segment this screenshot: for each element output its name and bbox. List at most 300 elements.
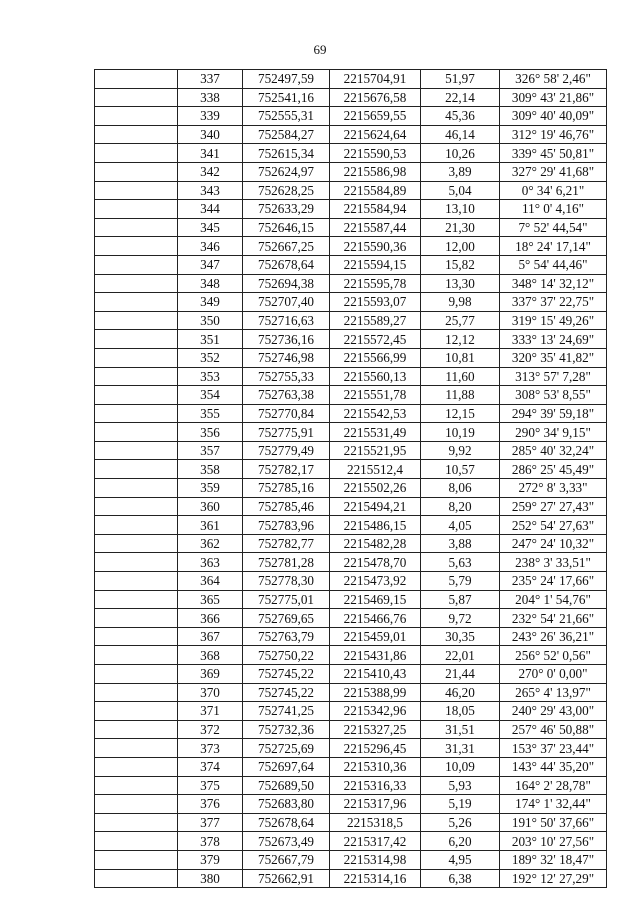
- table-row: [95, 590, 607, 609]
- table-row: [95, 627, 607, 646]
- x-coordinate-cell: 752750,22: [243, 646, 330, 665]
- distance-cell: 12,12: [421, 330, 500, 349]
- point-number-cell: 339: [178, 107, 243, 126]
- point-number-cell: 343: [178, 181, 243, 200]
- section-cell: [95, 293, 178, 312]
- section-cell: [95, 479, 178, 498]
- x-coordinate-cell: 752667,25: [243, 237, 330, 256]
- bearing-cell: 257° 46' 50,88": [500, 720, 607, 739]
- table-row: [95, 88, 607, 107]
- y-coordinate-cell: 2215342,96: [330, 702, 421, 721]
- point-number-cell: 338: [178, 88, 243, 107]
- table-row: [95, 200, 607, 219]
- bearing-cell: 192° 12' 27,29": [500, 869, 607, 888]
- distance-cell: 5,93: [421, 776, 500, 795]
- bearing-cell: 290° 34' 9,15": [500, 423, 607, 442]
- table-row: [95, 739, 607, 758]
- section-cell: [95, 739, 178, 758]
- point-number-cell: 349: [178, 293, 243, 312]
- distance-cell: 12,00: [421, 237, 500, 256]
- distance-cell: 12,15: [421, 404, 500, 423]
- y-coordinate-cell: 2215560,13: [330, 367, 421, 386]
- section-cell: [95, 850, 178, 869]
- bearing-cell: 256° 52' 0,56": [500, 646, 607, 665]
- table-row: [95, 70, 607, 89]
- distance-cell: 13,10: [421, 200, 500, 219]
- y-coordinate-cell: 2215521,95: [330, 441, 421, 460]
- bearing-cell: 5° 54' 44,46": [500, 255, 607, 274]
- table-row: [95, 162, 607, 181]
- x-coordinate-cell: 752745,22: [243, 665, 330, 684]
- distance-cell: 46,14: [421, 125, 500, 144]
- y-coordinate-cell: 2215486,15: [330, 516, 421, 535]
- x-coordinate-cell: 752769,65: [243, 609, 330, 628]
- bearing-cell: 327° 29' 41,68": [500, 162, 607, 181]
- bearing-cell: 240° 29' 43,00": [500, 702, 607, 721]
- y-coordinate-cell: 2215466,76: [330, 609, 421, 628]
- point-number-cell: 365: [178, 590, 243, 609]
- section-cell: [95, 200, 178, 219]
- x-coordinate-cell: 752678,64: [243, 813, 330, 832]
- distance-cell: 8,20: [421, 497, 500, 516]
- distance-cell: 5,63: [421, 553, 500, 572]
- y-coordinate-cell: 2215388,99: [330, 683, 421, 702]
- table-row: [95, 572, 607, 591]
- section-cell: [95, 88, 178, 107]
- table-row: [95, 386, 607, 405]
- point-number-cell: 361: [178, 516, 243, 535]
- table-row: [95, 107, 607, 126]
- y-coordinate-cell: 2215478,70: [330, 553, 421, 572]
- x-coordinate-cell: 752697,64: [243, 757, 330, 776]
- bearing-cell: 320° 35' 41,82": [500, 348, 607, 367]
- bearing-cell: 18° 24' 17,14": [500, 237, 607, 256]
- x-coordinate-cell: 752770,84: [243, 404, 330, 423]
- point-number-cell: 362: [178, 534, 243, 553]
- point-number-cell: 364: [178, 572, 243, 591]
- table-row: [95, 330, 607, 349]
- point-number-cell: 371: [178, 702, 243, 721]
- point-number-cell: 342: [178, 162, 243, 181]
- x-coordinate-cell: 752745,22: [243, 683, 330, 702]
- section-cell: [95, 516, 178, 535]
- section-cell: [95, 237, 178, 256]
- table-row: [95, 181, 607, 200]
- section-cell: [95, 869, 178, 888]
- bearing-cell: 232° 54' 21,66": [500, 609, 607, 628]
- x-coordinate-cell: 752683,80: [243, 795, 330, 814]
- distance-cell: 22,14: [421, 88, 500, 107]
- distance-cell: 5,79: [421, 572, 500, 591]
- x-coordinate-cell: 752646,15: [243, 218, 330, 237]
- y-coordinate-cell: 2215314,16: [330, 869, 421, 888]
- point-number-cell: 346: [178, 237, 243, 256]
- y-coordinate-cell: 2215431,86: [330, 646, 421, 665]
- y-coordinate-cell: 2215469,15: [330, 590, 421, 609]
- section-cell: [95, 757, 178, 776]
- distance-cell: 6,38: [421, 869, 500, 888]
- bearing-cell: 309° 40' 40,09": [500, 107, 607, 126]
- table-row: [95, 497, 607, 516]
- table-row: [95, 776, 607, 795]
- y-coordinate-cell: 2215502,26: [330, 479, 421, 498]
- y-coordinate-cell: 2215624,64: [330, 125, 421, 144]
- section-cell: [95, 553, 178, 572]
- y-coordinate-cell: 2215594,15: [330, 255, 421, 274]
- bearing-cell: 259° 27' 27,43": [500, 497, 607, 516]
- distance-cell: 31,31: [421, 739, 500, 758]
- distance-cell: 11,88: [421, 386, 500, 405]
- distance-cell: 9,72: [421, 609, 500, 628]
- bearing-cell: 247° 24' 10,32": [500, 534, 607, 553]
- distance-cell: 6,20: [421, 832, 500, 851]
- section-cell: [95, 348, 178, 367]
- section-cell: [95, 720, 178, 739]
- x-coordinate-cell: 752736,16: [243, 330, 330, 349]
- point-number-cell: 373: [178, 739, 243, 758]
- bearing-cell: 238° 3' 33,51": [500, 553, 607, 572]
- x-coordinate-cell: 752778,30: [243, 572, 330, 591]
- table-row: [95, 609, 607, 628]
- coordinates-table-body: [95, 70, 607, 888]
- point-number-cell: 372: [178, 720, 243, 739]
- table-row: [95, 237, 607, 256]
- y-coordinate-cell: 2215566,99: [330, 348, 421, 367]
- section-cell: [95, 590, 178, 609]
- bearing-cell: 235° 24' 17,66": [500, 572, 607, 591]
- section-cell: [95, 404, 178, 423]
- bearing-cell: 308° 53' 8,55": [500, 386, 607, 405]
- x-coordinate-cell: 752785,16: [243, 479, 330, 498]
- x-coordinate-cell: 752785,46: [243, 497, 330, 516]
- x-coordinate-cell: 752746,98: [243, 348, 330, 367]
- y-coordinate-cell: 2215459,01: [330, 627, 421, 646]
- point-number-cell: 366: [178, 609, 243, 628]
- distance-cell: 10,19: [421, 423, 500, 442]
- x-coordinate-cell: 752783,96: [243, 516, 330, 535]
- table-row: [95, 646, 607, 665]
- section-cell: [95, 423, 178, 442]
- distance-cell: 25,77: [421, 311, 500, 330]
- table-row: [95, 441, 607, 460]
- table-row: [95, 460, 607, 479]
- y-coordinate-cell: 2215542,53: [330, 404, 421, 423]
- distance-cell: 3,89: [421, 162, 500, 181]
- bearing-cell: 326° 58' 2,46": [500, 70, 607, 89]
- x-coordinate-cell: 752497,59: [243, 70, 330, 89]
- y-coordinate-cell: 2215593,07: [330, 293, 421, 312]
- bearing-cell: 270° 0' 0,00": [500, 665, 607, 684]
- table-row: [95, 832, 607, 851]
- bearing-cell: 252° 54' 27,63": [500, 516, 607, 535]
- point-number-cell: 374: [178, 757, 243, 776]
- x-coordinate-cell: 752541,16: [243, 88, 330, 107]
- bearing-cell: 265° 4' 13,97": [500, 683, 607, 702]
- section-cell: [95, 665, 178, 684]
- section-cell: [95, 107, 178, 126]
- section-cell: [95, 255, 178, 274]
- point-number-cell: 376: [178, 795, 243, 814]
- x-coordinate-cell: 752667,79: [243, 850, 330, 869]
- y-coordinate-cell: 2215482,28: [330, 534, 421, 553]
- page-number: 69: [313, 42, 327, 57]
- point-number-cell: 359: [178, 479, 243, 498]
- table-row: [95, 553, 607, 572]
- x-coordinate-cell: 752716,63: [243, 311, 330, 330]
- bearing-cell: 204° 1' 54,76": [500, 590, 607, 609]
- distance-cell: 5,19: [421, 795, 500, 814]
- distance-cell: 45,36: [421, 107, 500, 126]
- y-coordinate-cell: 2215659,55: [330, 107, 421, 126]
- section-cell: [95, 776, 178, 795]
- x-coordinate-cell: 752633,29: [243, 200, 330, 219]
- section-cell: [95, 311, 178, 330]
- x-coordinate-cell: 752725,69: [243, 739, 330, 758]
- section-cell: [95, 367, 178, 386]
- bearing-cell: 7° 52' 44,54": [500, 218, 607, 237]
- section-cell: [95, 441, 178, 460]
- x-coordinate-cell: 752624,97: [243, 162, 330, 181]
- x-coordinate-cell: 752732,36: [243, 720, 330, 739]
- y-coordinate-cell: 2215410,43: [330, 665, 421, 684]
- y-coordinate-cell: 2215676,58: [330, 88, 421, 107]
- y-coordinate-cell: 2215531,49: [330, 423, 421, 442]
- section-cell: [95, 534, 178, 553]
- section-cell: [95, 181, 178, 200]
- section-cell: [95, 218, 178, 237]
- bearing-cell: 189° 32' 18,47": [500, 850, 607, 869]
- distance-cell: 4,95: [421, 850, 500, 869]
- section-cell: [95, 70, 178, 89]
- section-cell: [95, 795, 178, 814]
- bearing-cell: 313° 57' 7,28": [500, 367, 607, 386]
- bearing-cell: 312° 19' 46,76": [500, 125, 607, 144]
- point-number-cell: 379: [178, 850, 243, 869]
- point-number-cell: 369: [178, 665, 243, 684]
- section-cell: [95, 609, 178, 628]
- distance-cell: 51,97: [421, 70, 500, 89]
- bearing-cell: 153° 37' 23,44": [500, 739, 607, 758]
- section-cell: [95, 162, 178, 181]
- distance-cell: 18,05: [421, 702, 500, 721]
- x-coordinate-cell: 752694,38: [243, 274, 330, 293]
- point-number-cell: 353: [178, 367, 243, 386]
- table-row: [95, 665, 607, 684]
- point-number-cell: 357: [178, 441, 243, 460]
- bearing-cell: 11° 0' 4,16": [500, 200, 607, 219]
- bearing-cell: 337° 37' 22,75": [500, 293, 607, 312]
- y-coordinate-cell: 2215584,89: [330, 181, 421, 200]
- distance-cell: 15,82: [421, 255, 500, 274]
- bearing-cell: 339° 45' 50,81": [500, 144, 607, 163]
- point-number-cell: 348: [178, 274, 243, 293]
- y-coordinate-cell: 2215296,45: [330, 739, 421, 758]
- distance-cell: 10,09: [421, 757, 500, 776]
- section-cell: [95, 330, 178, 349]
- point-number-cell: 355: [178, 404, 243, 423]
- x-coordinate-cell: 752775,01: [243, 590, 330, 609]
- distance-cell: 10,57: [421, 460, 500, 479]
- section-cell: [95, 144, 178, 163]
- x-coordinate-cell: 752678,64: [243, 255, 330, 274]
- table-row: [95, 757, 607, 776]
- table-row: [95, 813, 607, 832]
- point-number-cell: 345: [178, 218, 243, 237]
- distance-cell: 46,20: [421, 683, 500, 702]
- x-coordinate-cell: 752707,40: [243, 293, 330, 312]
- table-row: [95, 534, 607, 553]
- bearing-cell: 203° 10' 27,56": [500, 832, 607, 851]
- bearing-cell: 243° 26' 36,21": [500, 627, 607, 646]
- table-row: [95, 702, 607, 721]
- distance-cell: 9,92: [421, 441, 500, 460]
- distance-cell: 3,88: [421, 534, 500, 553]
- y-coordinate-cell: 2215586,98: [330, 162, 421, 181]
- distance-cell: 30,35: [421, 627, 500, 646]
- y-coordinate-cell: 2215584,94: [330, 200, 421, 219]
- bearing-cell: 319° 15' 49,26": [500, 311, 607, 330]
- table-row: [95, 218, 607, 237]
- point-number-cell: 337: [178, 70, 243, 89]
- x-coordinate-cell: 752763,79: [243, 627, 330, 646]
- y-coordinate-cell: 2215512,4: [330, 460, 421, 479]
- table-row: [95, 869, 607, 888]
- point-number-cell: 350: [178, 311, 243, 330]
- section-cell: [95, 572, 178, 591]
- bearing-cell: 348° 14' 32,12": [500, 274, 607, 293]
- x-coordinate-cell: 752755,33: [243, 367, 330, 386]
- y-coordinate-cell: 2215316,33: [330, 776, 421, 795]
- point-number-cell: 380: [178, 869, 243, 888]
- y-coordinate-cell: 2215590,36: [330, 237, 421, 256]
- bearing-cell: 191° 50' 37,66": [500, 813, 607, 832]
- x-coordinate-cell: 752741,25: [243, 702, 330, 721]
- table-row: [95, 367, 607, 386]
- section-cell: [95, 813, 178, 832]
- table-row: [95, 144, 607, 163]
- x-coordinate-cell: 752673,49: [243, 832, 330, 851]
- bearing-cell: 164° 2' 28,78": [500, 776, 607, 795]
- table-row: [95, 516, 607, 535]
- table-row: [95, 348, 607, 367]
- point-number-cell: 341: [178, 144, 243, 163]
- table-row: [95, 795, 607, 814]
- distance-cell: 5,87: [421, 590, 500, 609]
- y-coordinate-cell: 2215704,91: [330, 70, 421, 89]
- point-number-cell: 367: [178, 627, 243, 646]
- bearing-cell: 0° 34' 6,21": [500, 181, 607, 200]
- y-coordinate-cell: 2215327,25: [330, 720, 421, 739]
- bearing-cell: 272° 8' 3,33": [500, 479, 607, 498]
- point-number-cell: 347: [178, 255, 243, 274]
- table-row: [95, 404, 607, 423]
- x-coordinate-cell: 752763,38: [243, 386, 330, 405]
- y-coordinate-cell: 2215587,44: [330, 218, 421, 237]
- distance-cell: 11,60: [421, 367, 500, 386]
- section-cell: [95, 627, 178, 646]
- y-coordinate-cell: 2215572,45: [330, 330, 421, 349]
- point-number-cell: 363: [178, 553, 243, 572]
- table-row: [95, 274, 607, 293]
- table-row: [95, 255, 607, 274]
- y-coordinate-cell: 2215595,78: [330, 274, 421, 293]
- section-cell: [95, 646, 178, 665]
- distance-cell: 22,01: [421, 646, 500, 665]
- section-cell: [95, 683, 178, 702]
- distance-cell: 5,26: [421, 813, 500, 832]
- table-row: [95, 850, 607, 869]
- distance-cell: 9,98: [421, 293, 500, 312]
- point-number-cell: 340: [178, 125, 243, 144]
- bearing-cell: 294° 39' 59,18": [500, 404, 607, 423]
- bearing-cell: 285° 40' 32,24": [500, 441, 607, 460]
- bearing-cell: 309° 43' 21,86": [500, 88, 607, 107]
- distance-cell: 5,04: [421, 181, 500, 200]
- section-cell: [95, 497, 178, 516]
- point-number-cell: 352: [178, 348, 243, 367]
- x-coordinate-cell: 752782,77: [243, 534, 330, 553]
- x-coordinate-cell: 752782,17: [243, 460, 330, 479]
- distance-cell: 10,26: [421, 144, 500, 163]
- distance-cell: 13,30: [421, 274, 500, 293]
- x-coordinate-cell: 752689,50: [243, 776, 330, 795]
- y-coordinate-cell: 2215314,98: [330, 850, 421, 869]
- y-coordinate-cell: 2215473,92: [330, 572, 421, 591]
- distance-cell: 21,44: [421, 665, 500, 684]
- section-cell: [95, 460, 178, 479]
- table-row: [95, 720, 607, 739]
- x-coordinate-cell: 752662,91: [243, 869, 330, 888]
- point-number-cell: 344: [178, 200, 243, 219]
- x-coordinate-cell: 752779,49: [243, 441, 330, 460]
- point-number-cell: 368: [178, 646, 243, 665]
- point-number-cell: 370: [178, 683, 243, 702]
- distance-cell: 10,81: [421, 348, 500, 367]
- table-row: [95, 479, 607, 498]
- distance-cell: 21,30: [421, 218, 500, 237]
- point-number-cell: 354: [178, 386, 243, 405]
- table-row: [95, 125, 607, 144]
- bearing-cell: 286° 25' 45,49": [500, 460, 607, 479]
- x-coordinate-cell: 752775,91: [243, 423, 330, 442]
- point-number-cell: 377: [178, 813, 243, 832]
- y-coordinate-cell: 2215310,36: [330, 757, 421, 776]
- section-cell: [95, 386, 178, 405]
- y-coordinate-cell: 2215494,21: [330, 497, 421, 516]
- section-cell: [95, 702, 178, 721]
- section-cell: [95, 274, 178, 293]
- y-coordinate-cell: 2215317,96: [330, 795, 421, 814]
- distance-cell: 31,51: [421, 720, 500, 739]
- point-number-cell: 351: [178, 330, 243, 349]
- table-row: [95, 293, 607, 312]
- bearing-cell: 143° 44' 35,20": [500, 757, 607, 776]
- x-coordinate-cell: 752628,25: [243, 181, 330, 200]
- x-coordinate-cell: 752555,31: [243, 107, 330, 126]
- bearing-cell: 174° 1' 32,44": [500, 795, 607, 814]
- coordinates-table: [94, 69, 607, 888]
- y-coordinate-cell: 2215589,27: [330, 311, 421, 330]
- table-row: [95, 423, 607, 442]
- x-coordinate-cell: 752584,27: [243, 125, 330, 144]
- point-number-cell: 360: [178, 497, 243, 516]
- table-row: [95, 683, 607, 702]
- x-coordinate-cell: 752615,34: [243, 144, 330, 163]
- distance-cell: 8,06: [421, 479, 500, 498]
- section-cell: [95, 125, 178, 144]
- point-number-cell: 375: [178, 776, 243, 795]
- point-number-cell: 378: [178, 832, 243, 851]
